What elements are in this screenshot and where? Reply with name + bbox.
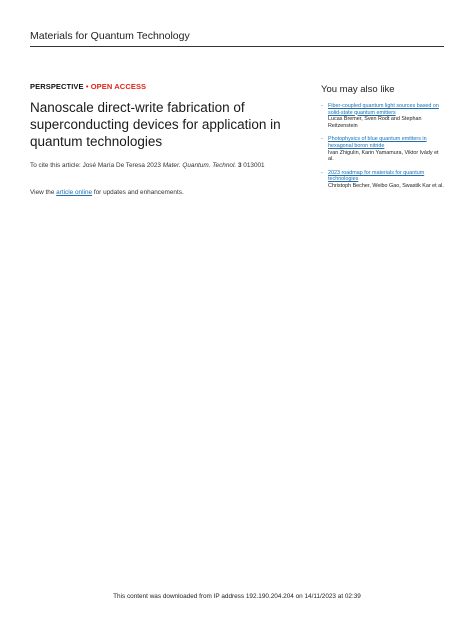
journal-title: Materials for Quantum Technology (30, 30, 190, 42)
related-link[interactable]: Photophysics of blue quantum emitters in hexagonal boron nitride (328, 136, 427, 149)
article-online-link[interactable]: article online (56, 189, 93, 196)
related-item (321, 170, 445, 190)
article-type: PERSPECTIVE (30, 82, 84, 91)
tagline-separator: • (85, 82, 89, 91)
related-authors: Christoph Becher, Weibo Gao, Swastik Kar et al. (328, 182, 444, 189)
bullet-icon: - (321, 136, 323, 143)
article-title: Nanoscale direct-write fabrication of superconducting devices for application in quantum technologies (30, 100, 281, 149)
related-authors: Ivan Zhigulin, Karin Yamamura, Viktor Ivády et al. (328, 149, 439, 163)
view-prefix: View the (30, 189, 57, 196)
download-footer: This content was downloaded from IP address 192.190.204.204 on 14/11/2023 at 02:39 (113, 593, 361, 600)
citation-journal: Mater. Quantum. Technol. (162, 162, 237, 169)
citation (30, 161, 302, 170)
view-online-note (30, 189, 302, 196)
related-link[interactable]: Fiber-coupled quantum light sources based on solid-state quantum emitters (328, 103, 439, 116)
related-list (321, 103, 445, 190)
article-main (30, 82, 302, 196)
related-item (321, 103, 445, 129)
related-articles-sidebar (321, 84, 445, 197)
open-access-badge: OPEN ACCESS (90, 82, 147, 91)
related-item (321, 136, 445, 162)
article-tagline (30, 82, 302, 91)
view-suffix: for updates and enhancements. (92, 189, 184, 196)
journal-header (30, 26, 444, 47)
bullet-icon: - (321, 169, 323, 176)
bullet-icon: - (321, 103, 323, 109)
related-authors: Lucas Bremer, Sven Rodt and Stephan Reitzenstein (328, 116, 422, 129)
sidebar-title: You may also like (321, 84, 395, 95)
related-link[interactable]: 2023 roadmap for materials for quantum technologies (328, 169, 425, 183)
citation-article-number: 013001 (243, 162, 265, 169)
citation-prefix: To cite this article: José María De Teresa 2023 (30, 162, 163, 169)
citation-volume: 3 (237, 162, 242, 169)
